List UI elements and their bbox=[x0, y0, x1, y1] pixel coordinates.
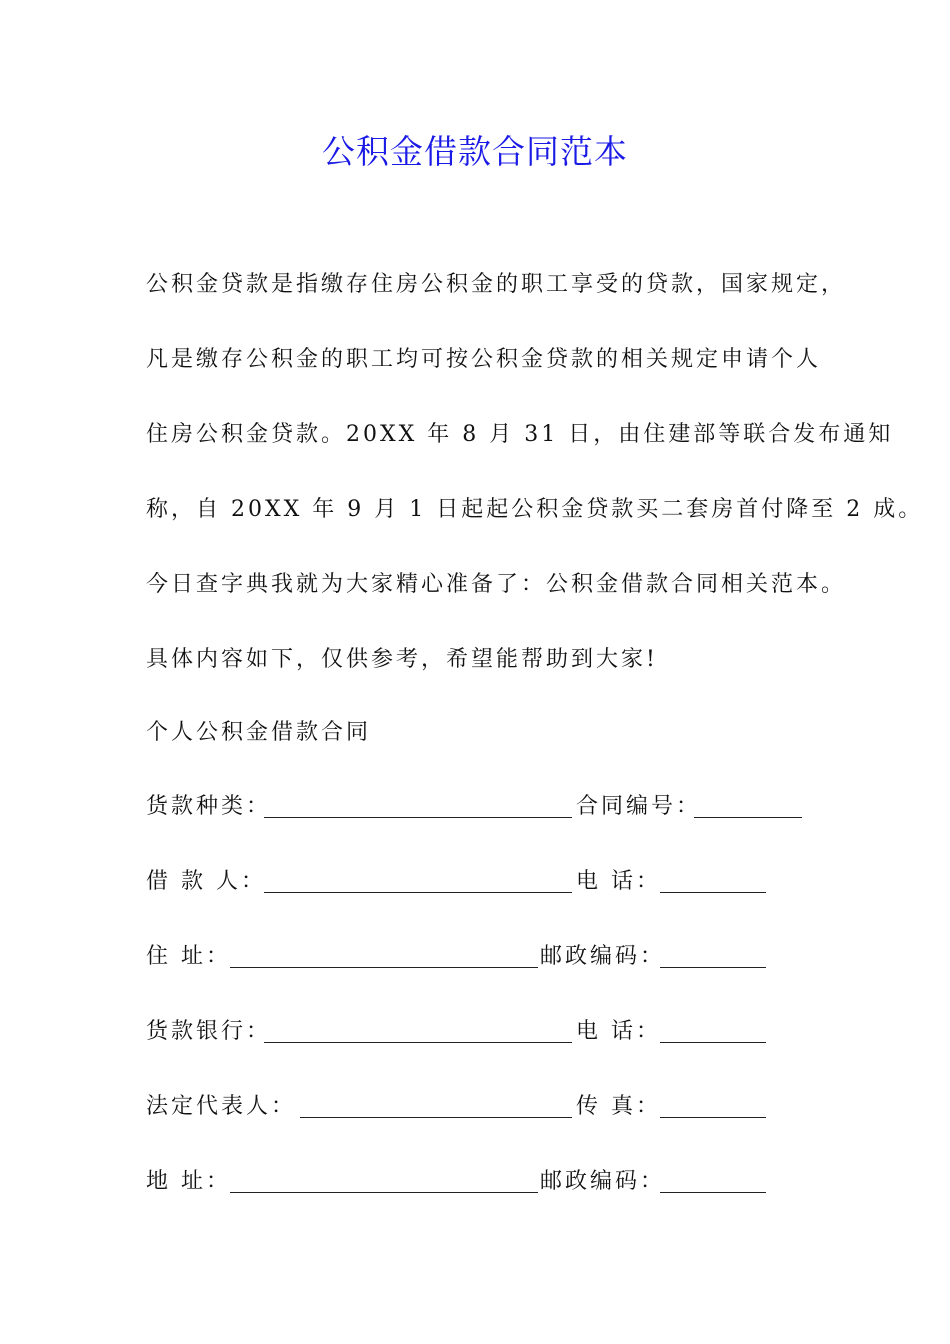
postal-code-label: 邮政编码： bbox=[540, 944, 666, 969]
address-blank[interactable] bbox=[230, 967, 538, 968]
intro-line: 称，自 20XX 年 9 月 1 日起起公积金贷款买二套房首付降至 2 成。 bbox=[146, 497, 924, 522]
lending-bank-blank[interactable] bbox=[264, 1042, 572, 1043]
postal-code-blank[interactable] bbox=[660, 967, 766, 968]
bank-postal-code-blank[interactable] bbox=[660, 1192, 766, 1193]
bank-postal-code-label: 邮政编码： bbox=[540, 1169, 666, 1194]
field-row-bank-address bbox=[146, 1165, 826, 1199]
intro-line: 凡是缴存公积金的职工均可按公积金贷款的相关规定申请个人 bbox=[146, 347, 822, 372]
bank-phone-blank[interactable] bbox=[660, 1042, 766, 1043]
contract-number-label: 合同编号： bbox=[576, 794, 702, 819]
borrower-phone-blank[interactable] bbox=[660, 892, 766, 893]
legal-representative-label: 法定代表人： bbox=[146, 1094, 297, 1119]
legal-representative-blank[interactable] bbox=[300, 1117, 572, 1118]
intro-line: 住房公积金贷款。20XX 年 8 月 31 日，由住建部等联合发布通知 bbox=[146, 422, 894, 447]
fax-blank[interactable] bbox=[660, 1117, 766, 1118]
section-title: 个人公积金借款合同 bbox=[146, 720, 372, 745]
contract-number-blank[interactable] bbox=[694, 817, 802, 818]
document-title: 公积金借款合同范本 bbox=[322, 132, 628, 171]
borrower-phone-label: 电 话： bbox=[576, 869, 661, 894]
intro-line: 公积金贷款是指缴存住房公积金的职工享受的贷款，国家规定， bbox=[146, 272, 847, 297]
intro-line: 今日查字典我就为大家精心准备了：公积金借款合同相关范本。 bbox=[146, 572, 847, 597]
lending-bank-label: 货款银行： bbox=[146, 1019, 272, 1044]
field-row-lending-bank bbox=[146, 1015, 826, 1049]
field-row-borrower bbox=[146, 865, 826, 899]
field-row-legal-representative bbox=[146, 1090, 826, 1124]
intro-line: 具体内容如下，仅供参考，希望能帮助到大家! bbox=[146, 647, 658, 672]
loan-type-blank[interactable] bbox=[264, 817, 572, 818]
bank-phone-label: 电 话： bbox=[576, 1019, 661, 1044]
borrower-label: 借 款 人： bbox=[146, 869, 266, 894]
address-label: 住 址： bbox=[146, 944, 231, 969]
borrower-blank[interactable] bbox=[264, 892, 572, 893]
bank-address-blank[interactable] bbox=[230, 1192, 538, 1193]
bank-address-label: 地 址： bbox=[146, 1169, 231, 1194]
field-row-loan-type bbox=[146, 790, 826, 824]
loan-type-label: 货款种类： bbox=[146, 794, 272, 819]
fax-label: 传 真： bbox=[576, 1094, 661, 1119]
field-row-address bbox=[146, 940, 826, 974]
